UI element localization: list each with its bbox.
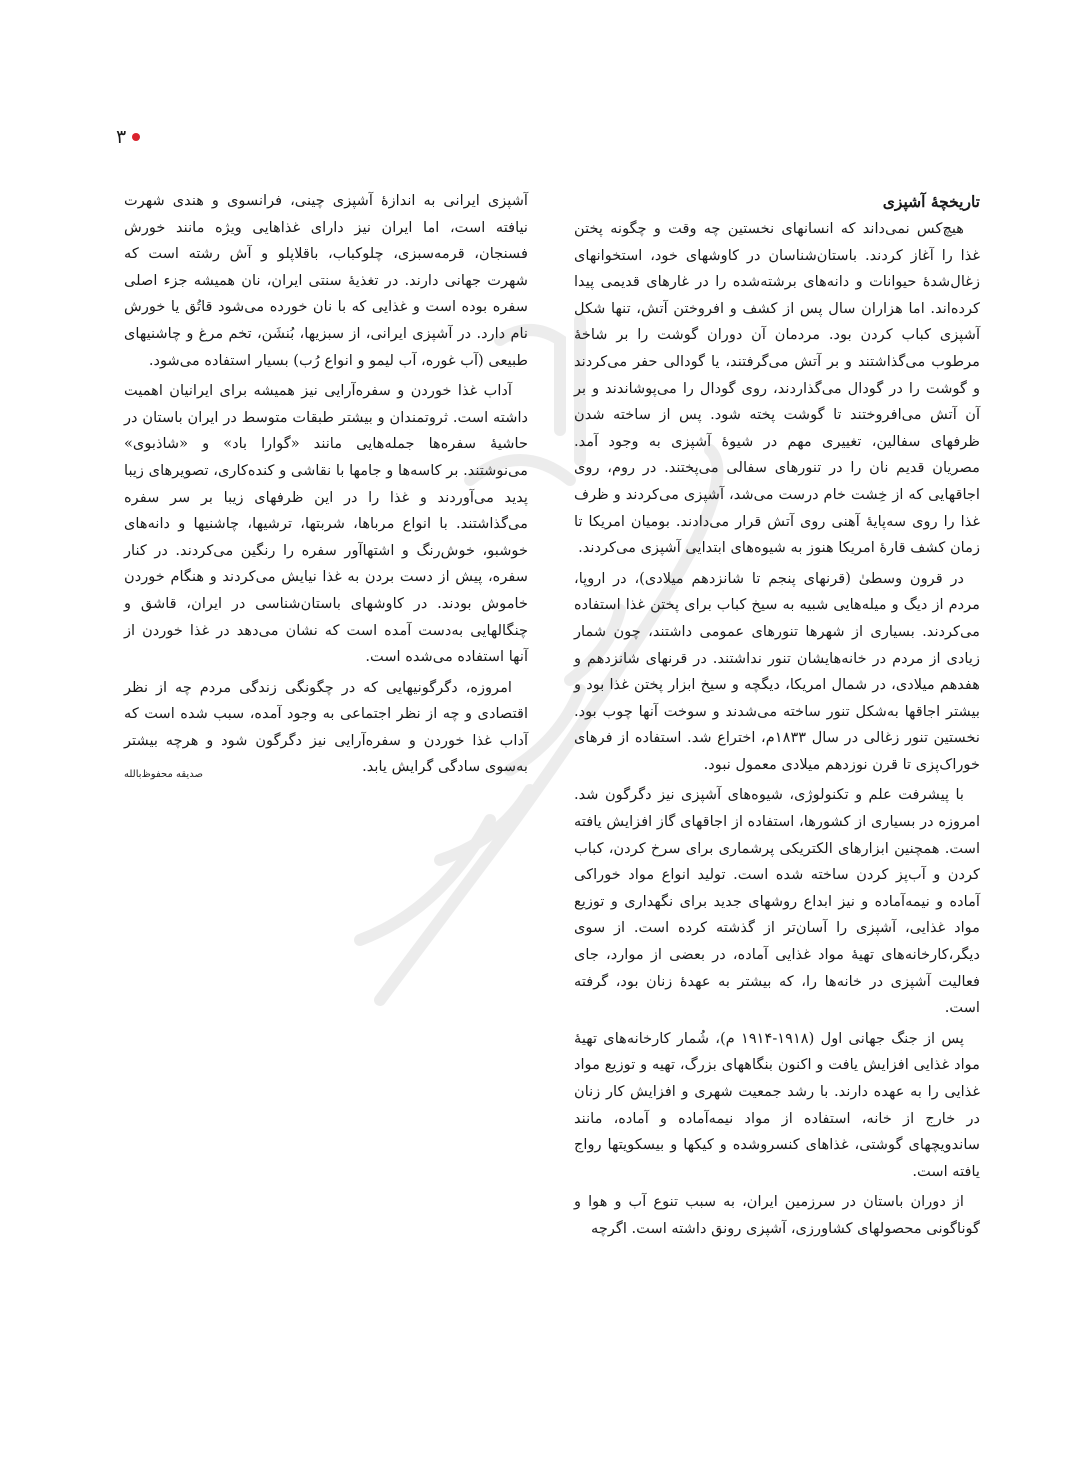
- paragraph: از دوران باستان در سرزمین ایران، به سبب تنوع آب و هوا و گوناگونی محصولهای کشاورزی، آشپزی رونق داشته است. اگرچه: [574, 1193, 980, 1237]
- paragraph: در قرون وسطیٰ (قرنهای پنجم تا شانزدهم میلادی)، در اروپا، مردم از دیگ و میله‌هایی شبیه به سیخ کباب برای پختن غذا استفاده می‌کردند. بسیاری از شهرها تنورهای عمومی داشتند، چون شمار زیادی از مردم در خانه‌هایشان تنور نداشتند. در قرنهای شانزدهم و هفدهم میلادی، در شمال امریکا، دیگچه و سیخ ابزار پختن غذا بود و بیشتر اجاقها به‌شکل تنور ساخته می‌شدند و سوخت آنها چوب بود. نخستین تنور زغالی در سال ۱۸۳۳م، اختراع شد. استفاده از فرهای خوراک‌پزی تا قرن نوزدهم میلادی معمول نبود.: [574, 569, 980, 773]
- page-number: [116, 126, 140, 148]
- left-column: [124, 188, 528, 785]
- paragraph: آشپزی ایرانی به اندازهٔ آشپزی چینی، فرانسوی و هندی شهرت نیافته است، اما ایران نیز دارای غذاهایی ویژه مانند خورش فسنجان، قرمه‌سبزی، چلوکباب، باقلاپلو و آش رشته است که شهرت جهانی دارند. در تغذیهٔ سنتی ایران، نان همیشه جزء اصلی سفره بوده است و غذایی که با نان خورده می‌شود قاتُق یا خورش نام دارد. در آشپزی ایرانی، از سبزیها، بُنشَن، تخم مرغ و چاشنیهای طبیعی (آب غوره، آب لیمو و انواع رُب) بسیار استفاده می‌شود.: [124, 192, 528, 369]
- page-marker-dot: [132, 133, 140, 141]
- paragraph: آداب غذا خوردن و سفره‌آرایی نیز همیشه برای ایرانیان اهمیت داشته است. ثروتمندان و بیشتر طبقات متوسط در ایران باستان در حاشیهٔ سفره‌ها جمله‌هایی مانند «گوارا باد» و «شاذبوی» می‌نوشتند. بر کاسه‌ها و جامها با نقاشی و کنده‌کاری، تصویرهای زیبا پدید می‌آوردند و غذا را در این ظرفهای زیبا بر سر سفره می‌گذاشتند. با انواع مرباها، شربتها، ترشیها، چاشنیها و دانه‌های خوشبو، خوش‌رنگ و اشتهاآور سفره را رنگین می‌کردند. در کنار سفره، پیش از دست بردن به غذا نیایش می‌کردند و هنگام خوردن خاموش بودند. در کاوشهای باستان‌شناسی در ایران، قاشق و چنگالهایی به‌دست آمده است که نشان می‌دهد در غذا خوردن از آنها استفاده می‌شده است.: [124, 382, 528, 666]
- author-name: صدیقه محفوظ‌بالله: [124, 769, 203, 780]
- paragraph: هیچ‌کس نمی‌داند که انسانهای نخستین چه وقت و چگونه پختن غذا را آغاز کردند. باستان‌شناسان در کاوشهای خود، استخوانهای زغال‌شدهٔ حیوانات و دانه‌های برشته‌شده را در غارهای قدیمی پیدا کرده‌اند. اما هزاران سال پس از کشف و افروختن آتش، تنها شکل آشپزی کباب کردن بود. مردمان آن دوران گوشت را بر شاخهٔ مرطوب می‌گذاشتند و بر آتش می‌گرفتند، یا گودالی حفر می‌کردند و گوشت را در گودال می‌گذاردند، روی گودال را می‌پوشاندند و بر آن آتش می‌افروختند تا گوشت پخته شود. پس از ساخته شدن ظرفهای سفالین، تغییری مهم در شیوهٔ آشپزی به وجود آمد. مصریان قدیم نان را در تنورهای سفالی می‌پختند. در روم، روی اجاقهایی که از خِشت خام درست می‌شد، آشپزی می‌کردند و ظرف غذا را روی سه‌پایهٔ آهنی روی آتش قرار می‌دادند. بومیان امریکا تا زمان کشف قارهٔ امریکا هنوز به شیوه‌های ابتدایی آشپزی می‌کردند.: [574, 220, 980, 557]
- paragraph: پس از جنگ جهانی اول (۱۹۱۸-۱۹۱۴ م)، شُمار کارخانه‌های تهیهٔ مواد غذایی افزایش یافت و اکنون بنگاههای بزرگ، تهیه و توزیع مواد غذایی را به عهده دارند. با رشد جمعیت شهری و افزایش کار زنان در خارج از خانه، استفاده از مواد نیمه‌آماده و آماده، مانند ساندویچهای گوشتی، غذاهای کنسروشده و کیکها و بیسکویتها رواج یافته است.: [574, 1029, 980, 1180]
- paragraph: با پیشرفت علم و تکنولوژی، شیوه‌های آشپزی نیز دگرگون شد. امروزه در بسیاری از کشورها، استفاده از اجاقهای گاز افزایش یافته است. همچنین ابزارهای الکتریکی پرشماری برای سرخ کردن، کباب کردن و آب‌پز کردن ساخته شده است. تولید انواع مواد خوراکی آماده و نیمه‌آماده و نیز ابداع روشهای جدید برای نگهداری و توزیع مواد غذایی، آشپزی را آسان‌تر از گذشته کرده است. از سوی دیگر،کارخانه‌های تهیهٔ مواد غذایی آماده، در بعضی از موارد، جای فعالیت آشپزی در خانه‌ها را، که بیشتر به عهدهٔ زنان بود، گرفته است.: [574, 786, 980, 1017]
- paragraph: امروزه، دگرگونیهایی که در چگونگی زندگی مردم چه از نظر اقتصادی و چه از نظر اجتماعی به وجود آمده، سبب شده است که آداب غذا خوردن و سفره‌آرایی نیز دگرگون شود و هرچه بیشتر به‌سوی سادگی گرایش یابد.: [124, 678, 528, 776]
- page-number-text: ۳: [116, 126, 127, 148]
- right-column: [574, 188, 980, 1247]
- article-title: تاریخچهٔ آشپزی: [882, 192, 980, 211]
